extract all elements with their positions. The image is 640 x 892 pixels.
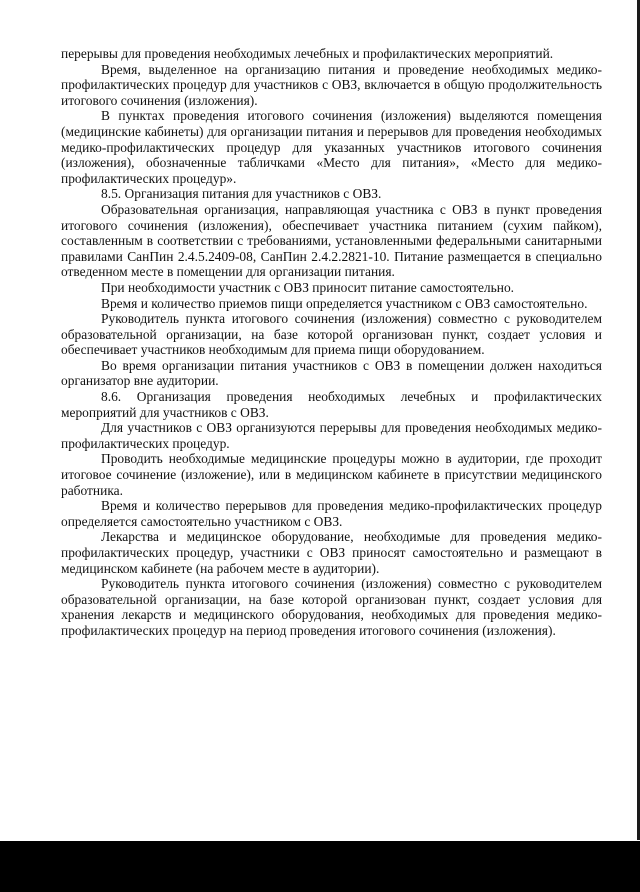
- paragraph-catering: Образовательная организация, направляющая участника с ОВЗ в пункт проведения итогового сочинения (изложения), обеспечивает участника питанием (сухим пайком), составленным в соответствии с требованиями, установленными федеральными санитарными правилами СанПин 2.4.5.2409-08, СанПин 2.4.2.2821-10. Питание размещается в специально отведенном месте в помещении для организации питания.: [61, 201, 602, 280]
- paragraph-storage: Руководитель пункта итогового сочинения (изложения) совместно с руководителем образовательной организации, на базе которой организован пункт, создает условия для хранения лекарств и медицинского оборудования, необходимых для проведения медико-профилактических процедур на период проведения итогового сочинения (изложения).: [61, 576, 602, 638]
- paragraph-breaks: Для участников с ОВЗ организуются перерывы для проведения необходимых медико-профилактических процедур.: [61, 420, 602, 451]
- section-heading-8-6: 8.6. Организация проведения необходимых лечебных и профилактических мероприятий для участников с ОВЗ.: [61, 389, 602, 420]
- paragraph-time-allocation: Время, выделенное на организацию питания и проведение необходимых медико-профилактических процедур для участников с ОВЗ, включается в общую продолжительность итогового сочинения (изложения).: [61, 61, 602, 108]
- document-body: [61, 46, 602, 639]
- paragraph-procedures-location: Проводить необходимые медицинские процедуры можно в аудитории, где проходит итоговое сочинение (изложение), или в медицинском кабинете в присутствии медицинского работника.: [61, 451, 602, 498]
- paragraph-medicines: Лекарства и медицинское оборудование, необходимые для проведения медико-профилактических процедур, участники с ОВЗ приносят самостоятельно и размещают в медицинском кабинете (на рабочем месте в аудитории).: [61, 529, 602, 576]
- paragraph-own-food: При необходимости участник с ОВЗ приносит питание самостоятельно.: [101, 279, 515, 295]
- section-heading-8-5: 8.5. Организация питания для участников с ОВЗ.: [101, 186, 382, 202]
- paragraph-organizer: Во время организации питания участников с ОВЗ в помещении должен находиться организатор вне аудитории.: [61, 357, 602, 389]
- paragraph-break-count: Время и количество перерывов для проведения медико-профилактических процедур определяется самостоятельно участником с ОВЗ.: [61, 498, 602, 529]
- paragraph-rooms: В пунктах проведения итогового сочинения (изложения) выделяются помещения (медицинские кабинеты) для организации питания и перерывов для проведения необходимых медико-профилактических процедур для указанных участников итогового сочинения (изложения), обозначенные табличками «Место для питания», «Место для медико-профилактических процедур».: [61, 108, 602, 186]
- paragraph-equipment: Руководитель пункта итогового сочинения (изложения) совместно с руководителем образовательной организации, на базе которой организован пункт, создает условия и обеспечивает участников необходимым для приема пищи оборудованием.: [61, 311, 602, 358]
- scan-bottom-border: [0, 841, 640, 892]
- paragraph-meal-count: Время и количество приемов пищи определяется участником с ОВЗ самостоятельно.: [101, 295, 588, 311]
- paragraph-continuation: перерывы для проведения необходимых лечебных и профилактических мероприятий.: [61, 46, 554, 61]
